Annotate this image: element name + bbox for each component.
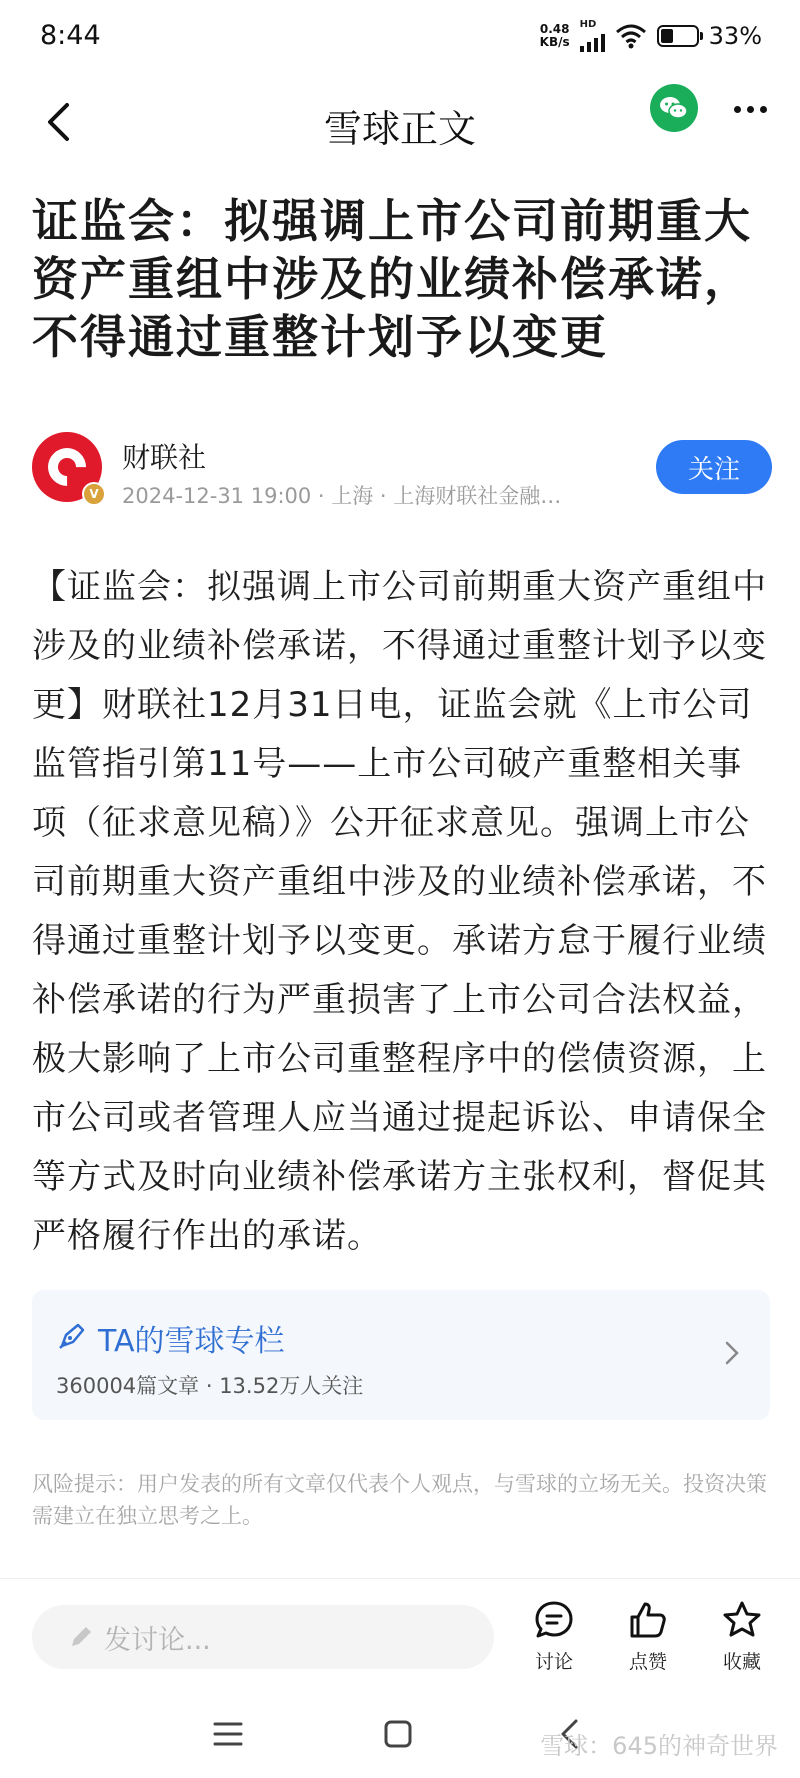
status-time: 8:44 (40, 20, 101, 51)
status-indicators (540, 20, 762, 52)
network-speed-value: 0.48 (539, 22, 570, 36)
wechat-share-button[interactable] (650, 84, 698, 132)
pen-icon (56, 1320, 88, 1352)
discuss-label: 讨论 (534, 1651, 573, 1673)
risk-notice: 风险提示：用户发表的所有文章仅代表个人观点，与雪球的立场无关。投资决策需建立在独立思考之上。 (32, 1472, 767, 1528)
author-row (32, 430, 772, 510)
column-card[interactable] (32, 1290, 770, 1420)
author-meta: 2024-12-31 19:00 · 上海 · 上海财联社金融… (122, 484, 562, 508)
battery-fill (661, 29, 674, 43)
page-title: 雪球正文 (323, 107, 476, 151)
more-dot-icon (734, 106, 741, 113)
column-title: TA的雪球专栏 (98, 1324, 285, 1359)
discuss-button[interactable] (516, 1599, 592, 1679)
wifi-icon (615, 23, 647, 49)
chat-bubble-icon (533, 1599, 575, 1641)
network-type: HD (579, 19, 597, 30)
bottom-action-bar (0, 1578, 800, 1690)
follow-button[interactable]: 关注 (656, 440, 772, 494)
nav-bar (0, 74, 800, 170)
home-button[interactable] (376, 1712, 420, 1756)
favorite-label: 收藏 (722, 1651, 761, 1673)
watermark: 雪球：645的神奇世界 (540, 1732, 778, 1760)
like-button[interactable] (610, 1599, 686, 1679)
author-name[interactable]: 财联社 (122, 441, 207, 474)
network-speed (540, 23, 570, 49)
thumbs-up-icon (627, 1599, 669, 1641)
more-dot-icon (760, 106, 767, 113)
article-body: 【证监会：拟强调上市公司前期重大资产重组中涉及的业绩补偿承诺，不得通过重整计划予以变更】财联社12月31日电，证监会就《上市公司监管指引第11号——上市公司破产重整相关事项（征求意见稿）》公开征求意见。强调上市公司前期重大资产重组中涉及的业绩补偿承诺，不得通过重整计划予以变更。承诺方怠于履行业绩补偿承诺的行为严重损害了上市公司合法权益，极大影响了上市公司重整程序中的偿债资源，上市公司或者管理人应当通过提起诉讼、申请保全等方式及时向业绩补偿承诺方主张权利，督促其严格履行作出的承诺。 (32, 567, 767, 1256)
verified-badge-icon: V (82, 482, 106, 506)
menu-icon (213, 1721, 243, 1747)
comment-placeholder: 发讨论... (104, 1624, 211, 1656)
like-label: 点赞 (628, 1651, 667, 1673)
network-speed-unit: KB/s (539, 35, 570, 49)
favorite-button[interactable] (704, 1599, 780, 1679)
article-title: 证监会：拟强调上市公司前期重大资产重组中涉及的业绩补偿承诺，不得通过重整计划予以变更 (32, 194, 752, 364)
chevron-left-icon (45, 102, 71, 142)
home-square-icon (383, 1719, 413, 1749)
pencil-icon (68, 1624, 94, 1650)
battery-icon (657, 25, 699, 47)
recent-apps-button[interactable] (206, 1712, 250, 1756)
status-bar (0, 0, 800, 74)
comment-input[interactable] (32, 1605, 494, 1669)
back-button[interactable] (28, 92, 88, 152)
more-options-button[interactable] (722, 88, 778, 130)
chevron-right-icon (722, 1338, 742, 1368)
cellular-signal-icon (580, 20, 605, 52)
star-icon (721, 1599, 763, 1641)
wechat-icon (659, 95, 689, 121)
battery-percent: 33% (708, 22, 762, 50)
column-stats: 360004篇文章 · 13.52万人关注 (56, 1374, 364, 1398)
more-dot-icon (747, 106, 754, 113)
system-nav-bar (0, 1690, 800, 1778)
